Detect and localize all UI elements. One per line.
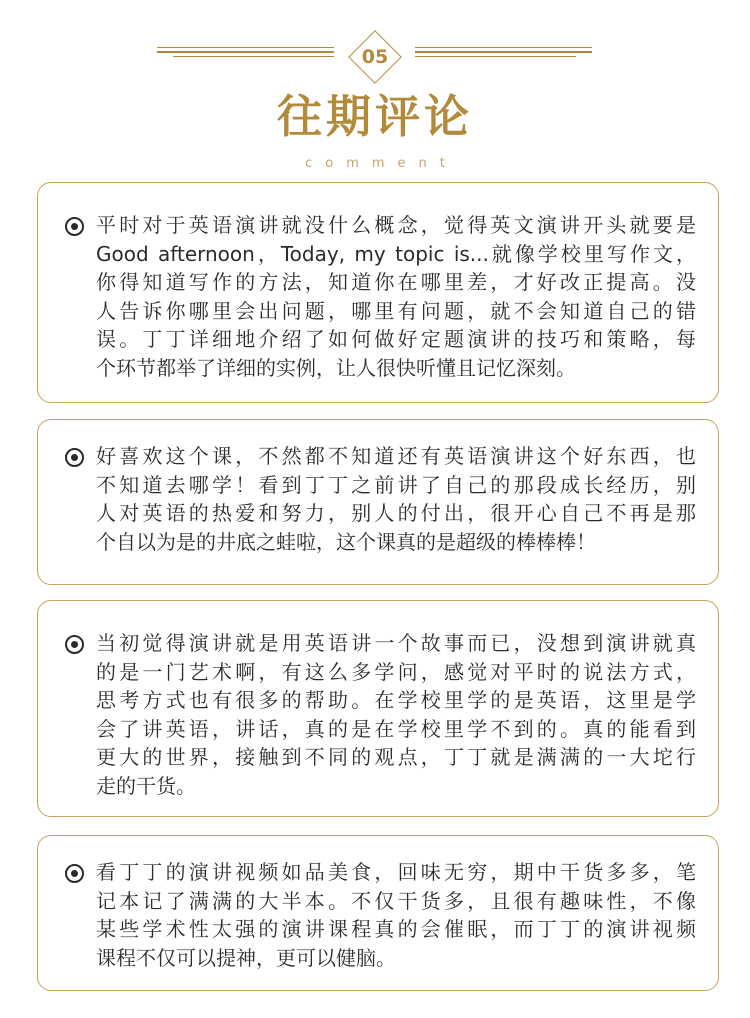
- radio-bullet-icon: [65, 217, 84, 236]
- review-line: 个环节都举了详细的实例，让人很快听懂且记忆深刻。: [96, 355, 576, 380]
- review-card: [37, 835, 719, 991]
- review-line: 看丁丁的演讲视频如品美食，回味无穷，期中干货多多，笔: [96, 860, 696, 884]
- review-line: 平时对于英语演讲就没什么概念，觉得英文演讲开头就要是: [96, 213, 696, 237]
- review-line: Good afternoon，Today, my topic is...就像学校里写作文，: [96, 241, 696, 266]
- section-number-badge: [348, 30, 402, 84]
- review-line: 你得知道写作的方法，知道你在哪里差，才好改正提高。没: [96, 270, 696, 294]
- radio-bullet-icon: [65, 448, 84, 467]
- review-card: [37, 182, 719, 403]
- review-line: 更大的世界，接触到不同的观点，丁丁就是满满的一大坨行: [96, 745, 696, 769]
- review-card: [37, 600, 719, 817]
- review-line: 课程不仅可以提神，更可以健脑。: [96, 945, 396, 970]
- radio-bullet-icon: [65, 635, 84, 654]
- review-line: 会了讲英语，讲话，真的是在学校里学不到的。真的能看到: [96, 716, 696, 741]
- review-line: 人对英语的热爱和努力，别人的付出，很开心自己不再是那: [96, 501, 696, 525]
- review-line: 记本记了满满的大半本。不仅干货多，且很有趣味性，不像: [96, 888, 696, 913]
- review-line: 个自以为是的井底之蛙啦，这个课真的是超级的棒棒棒！: [96, 529, 596, 554]
- review-text: [96, 629, 696, 800]
- review-line: 走的干货。: [96, 773, 196, 798]
- review-line: 不知道去哪学！看到丁丁之前讲了自己的那段成长经历，别: [96, 472, 696, 497]
- review-text: [96, 442, 696, 556]
- review-card: [37, 419, 719, 585]
- review-text: [96, 211, 696, 382]
- review-line: 思考方式也有很多的帮助。在学校里学的是英语，这里是学: [96, 688, 696, 712]
- page-title: 往期评论: [276, 90, 473, 143]
- decorative-lines-right: [415, 46, 592, 60]
- review-line: 人告诉你哪里会出问题，哪里有问题，就不会知道自己的错: [96, 298, 696, 323]
- review-text: [96, 858, 696, 972]
- radio-bullet-icon: [65, 864, 84, 883]
- section-number: 05: [361, 46, 389, 68]
- section-header: [0, 0, 750, 180]
- review-line: 的是一门艺术啊，有这么多学问，感觉对平时的说法方式，: [96, 659, 696, 684]
- page-subtitle: comment: [305, 156, 458, 171]
- review-line: 误。丁丁详细地介绍了如何做好定题演讲的技巧和策略，每: [96, 327, 696, 351]
- decorative-lines-left: [157, 46, 334, 60]
- review-line: 当初觉得演讲就是用英语讲一个故事而已，没想到演讲就真: [96, 631, 696, 655]
- review-line: 好喜欢这个课，不然都不知道还有英语演讲这个好东西，也: [96, 444, 696, 468]
- review-line: 某些学术性太强的演讲课程真的会催眠，而丁丁的演讲视频: [96, 917, 696, 941]
